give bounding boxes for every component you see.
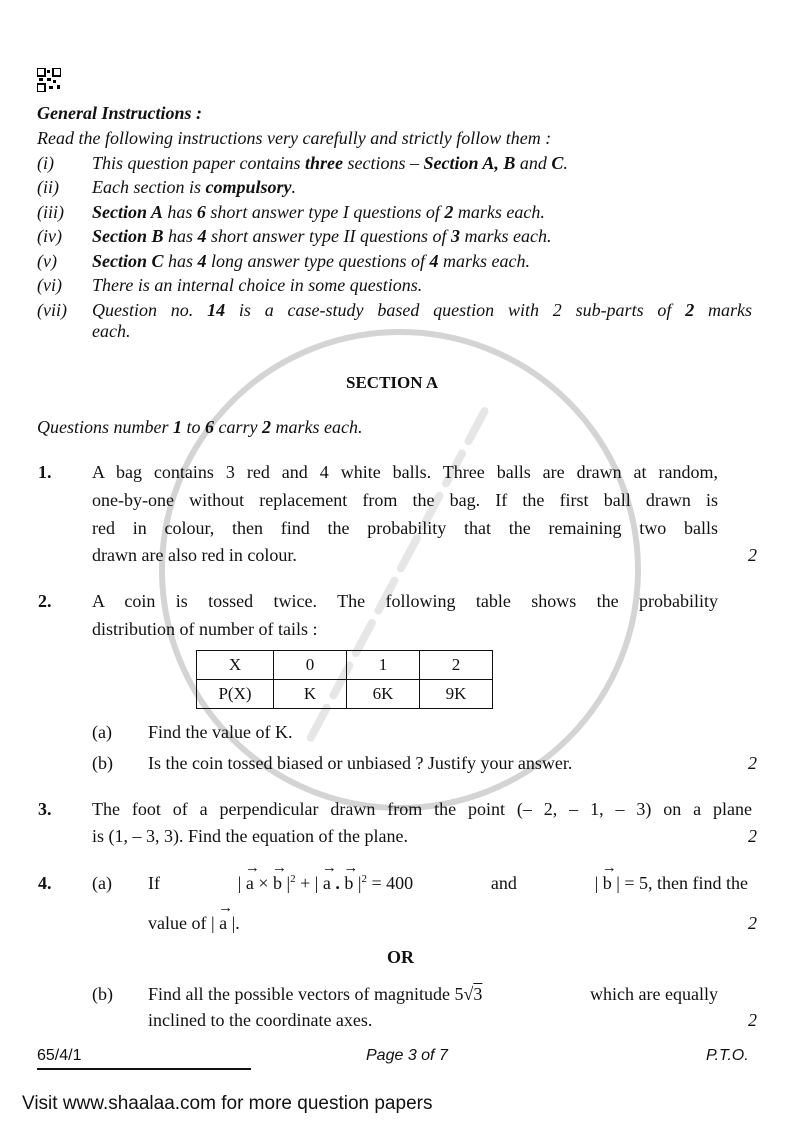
instruction-number: (ii)	[37, 177, 59, 197]
text-segment: marks each.	[438, 251, 531, 271]
table-cell: 1	[347, 651, 420, 680]
text-segment: to	[182, 417, 206, 437]
instruction-text	[92, 202, 545, 222]
text-segment: marks	[694, 300, 753, 320]
text-segment: compulsory	[205, 177, 292, 197]
text-segment: short answer type I questions of	[205, 202, 445, 222]
vector-b: → b	[273, 873, 282, 893]
question-text-line: value of | → a |.	[148, 913, 240, 933]
text-segment: has	[163, 226, 198, 246]
table-cell: X	[197, 651, 274, 680]
text-segment: carry	[214, 417, 263, 437]
text-segment: Questions number	[37, 417, 173, 437]
text-segment: .	[563, 153, 568, 173]
question-text-line: inclined to the coordinate axes.	[148, 1010, 373, 1030]
table-cell: K	[274, 680, 347, 709]
instruction-text	[92, 226, 552, 246]
cross-product-term: | → a × → b $|^2$ + | → a . → b $|^2 = 400$	[238, 873, 413, 893]
question-number: 3.	[38, 799, 52, 819]
section-title: SECTION A	[346, 373, 439, 392]
text-segment: long answer type questions of	[206, 251, 430, 271]
text-segment: 6	[196, 202, 206, 222]
subpart-text: Is the coin tossed biased or unbiased ? Justify your answer.	[148, 753, 573, 773]
marks: 2	[748, 913, 757, 933]
text-segment: Section A, B	[423, 153, 516, 173]
or-separator: OR	[387, 947, 414, 967]
subpart-label: (b)	[92, 753, 113, 773]
sqrt-icon: √	[463, 984, 474, 1004]
marks: 2	[748, 753, 757, 773]
vector-a: → a	[219, 913, 227, 933]
marks: 2	[748, 1010, 757, 1030]
question-text-line: The foot of a perpendicular drawn from the point (– 2, – 1, – 3) on a plane	[92, 799, 752, 819]
text-segment: and	[515, 153, 552, 173]
instruction-number: (i)	[37, 153, 54, 173]
text: which are equally	[590, 984, 718, 1004]
text-segment: three	[305, 153, 344, 173]
text-segment: marks each.	[271, 417, 363, 437]
text-segment: 6	[205, 417, 215, 437]
exponent: 2	[290, 873, 296, 885]
qr-code-icon	[37, 68, 61, 92]
text-segment: Section B	[92, 226, 164, 246]
question-text-line: distribution of number of tails :	[92, 619, 318, 639]
question-4a-equation	[148, 873, 748, 893]
text-segment: 4	[429, 251, 439, 271]
text	[148, 984, 482, 1004]
text: Find all the possible vectors of magnitude 5	[148, 984, 464, 1004]
table-row	[197, 651, 493, 680]
subpart-label: (a)	[92, 873, 112, 893]
text-segment: 2	[685, 300, 695, 320]
instructions-heading: General Instructions :	[37, 103, 203, 123]
instruction-text	[92, 275, 422, 295]
text-segment: Section C	[92, 251, 164, 271]
text: value of	[148, 913, 207, 933]
section-note	[37, 417, 363, 437]
vector-b: → b	[603, 873, 612, 893]
text-segment: marks each.	[460, 226, 552, 246]
instruction-number: (iii)	[37, 202, 64, 222]
text-segment: This question paper contains	[92, 153, 306, 173]
text-segment: has	[162, 202, 197, 222]
table-cell: 2	[420, 651, 493, 680]
table-cell: 0	[274, 651, 347, 680]
promo-link[interactable]: Visit www.shaalaa.com for more question papers	[22, 1093, 433, 1114]
text-segment: sections –	[343, 153, 424, 173]
instructions-intro: Read the following instructions very carefully and strictly follow them :	[37, 128, 552, 148]
footer-rule	[37, 1068, 251, 1070]
text-segment: 4	[197, 226, 207, 246]
table-row	[197, 680, 493, 709]
vector-a: → a	[246, 873, 254, 893]
question-text-line: drawn are also red in colour.	[92, 545, 297, 565]
instruction-text	[92, 251, 530, 271]
magnitude-b: | → b | = 5, then find the	[595, 873, 748, 893]
text-segment: Section A	[92, 202, 163, 222]
question-text-line: A coin is tossed twice. The following table shows the probability	[92, 591, 718, 611]
page-number: Page 3 of 7	[366, 1047, 448, 1064]
table-cell: P(X)	[197, 680, 274, 709]
text-segment: 14	[207, 300, 226, 320]
text-segment: marks each.	[453, 202, 545, 222]
question-text-line: is (1, – 3, 3). Find the equation of the plane.	[92, 826, 408, 846]
question-number: 1.	[38, 462, 52, 482]
instruction-number: (vi)	[37, 275, 62, 295]
paper-code: 65/4/1	[37, 1047, 82, 1064]
vector-b: → b	[344, 873, 353, 893]
pto: P.T.O.	[706, 1047, 749, 1064]
text-segment: 2	[262, 417, 272, 437]
radicand: 3	[473, 984, 483, 1004]
probability-table	[196, 650, 493, 709]
exponent: 2	[361, 873, 367, 885]
text-segment: Each section is	[92, 177, 206, 197]
text-segment: There is an internal choice in some questions.	[92, 275, 423, 295]
question-number: 4.	[38, 873, 52, 893]
text-segment: 2	[444, 202, 454, 222]
marks: 2	[748, 545, 757, 565]
subpart-text: Find the value of K.	[148, 722, 293, 742]
text-segment: 3	[451, 226, 461, 246]
subpart-label: (a)	[92, 722, 112, 742]
text: = 400	[371, 873, 414, 893]
instruction-text	[92, 300, 752, 320]
question-text-line: A bag contains 3 red and 4 white balls. Three balls are drawn at random,	[92, 462, 718, 482]
text: If	[148, 873, 160, 893]
instruction-number: (vii)	[37, 300, 67, 320]
text-segment: has	[163, 251, 198, 271]
question-text-line: one-by-one without replacement from the bag. If the first ball drawn is	[92, 490, 718, 510]
text: and	[490, 873, 517, 893]
text: = 5, then find the	[624, 873, 748, 893]
instruction-number: (v)	[37, 251, 57, 271]
text-segment: 4	[197, 251, 207, 271]
text-segment: C	[551, 153, 564, 173]
text-segment: .	[291, 177, 296, 197]
vector-a: → a	[323, 873, 331, 893]
table-cell: 9K	[420, 680, 493, 709]
question-text-line: red in colour, then find the probability that the remaining two balls	[92, 518, 718, 538]
table-cell: 6K	[347, 680, 420, 709]
question-text-line	[148, 984, 718, 1004]
text-segment: Question no.	[92, 300, 208, 320]
instruction-text	[92, 177, 296, 197]
instruction-text	[92, 153, 568, 173]
instruction-text-cont: each.	[92, 321, 131, 341]
text-segment: is a case-study based question with 2 sub-parts of	[225, 300, 686, 320]
question-number: 2.	[38, 591, 52, 611]
instruction-number: (iv)	[37, 226, 62, 246]
subpart-label: (b)	[92, 984, 113, 1004]
text-segment: short answer type II questions of	[206, 226, 452, 246]
marks: 2	[748, 826, 757, 846]
text-segment: 1	[173, 417, 182, 437]
